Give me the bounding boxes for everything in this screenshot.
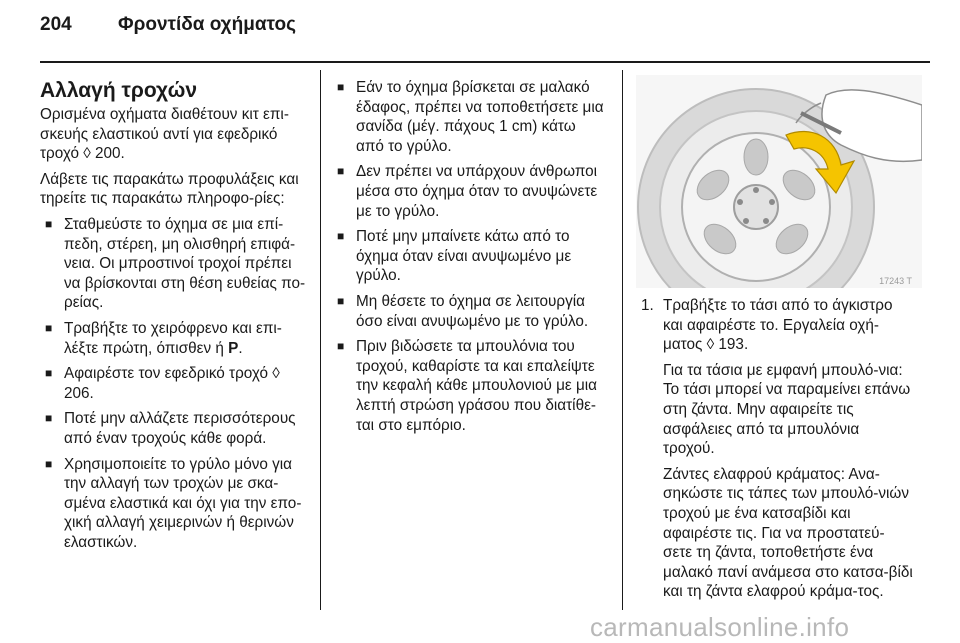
bullet-icon: ■ bbox=[337, 339, 345, 354]
list-item: ■ Τραβήξτε το χειρόφρενο και επι-λέξτε πρώτη, όπισθεν ή P. bbox=[45, 319, 282, 357]
list-item: ■ Αφαιρέστε τον εφεδρικό τροχό ◊ 206. bbox=[45, 365, 280, 402]
bullet-icon: ■ bbox=[337, 164, 345, 179]
precautions-list-continued bbox=[332, 78, 604, 435]
wheel-cover-illustration bbox=[636, 75, 922, 288]
wheel-cover-note: Για τα τάσια με εμφανή μπουλό-νια: Το τάσι μπορεί να παραμείνει επάνω στη ζάντα. Μην αφαιρείτε τις ασφάλειες από τα μπουλόνια τροχού. bbox=[663, 361, 911, 458]
left-column bbox=[40, 78, 312, 558]
column-divider bbox=[622, 70, 623, 610]
header-divider bbox=[40, 61, 930, 63]
page-header bbox=[40, 14, 930, 46]
bullet-icon: ■ bbox=[337, 229, 345, 244]
page-title: Φροντίδα οχήματος bbox=[118, 14, 296, 35]
list-item: ■ Εάν το όχημα βρίσκεται σε μαλακό έδαφος, πρέπει να τοποθετήσετε μια σανίδα (μέγ. πάχους 1 cm) κάτω από το γρύλο. bbox=[337, 79, 604, 155]
bullet-icon: ■ bbox=[337, 80, 345, 94]
wheel-cover-removal-icon bbox=[636, 75, 922, 288]
bullet-icon: ■ bbox=[45, 456, 53, 471]
list-item: ■ Πριν βιδώσετε τα μπουλόνια του τροχού, καθαρίστε τα και επαλείψτε την κεφαλή κάθε μπουλονιού με μια λεπτή στρώση γράσου που διατίθε-ται στο εμπόριο. bbox=[337, 338, 598, 434]
alloy-wheels-note: Ζάντες ελαφρού κράματος: Ανα-σηκώστε τις τάπες των μπουλό-νιών τροχού με ένα κατσαβίδι και αφαιρέστε τις. Για να προστατεύ-σετε τη ζάντα, τοποθετήστε ένα μαλακό πανί ανάμεσα στο κατσα-βίδι και τη ζάντα ελαφρού κράμα-τος. bbox=[663, 465, 913, 601]
step-1 bbox=[641, 296, 913, 602]
figure-code: 17243 T bbox=[879, 276, 912, 286]
bullet-icon: ■ bbox=[45, 366, 53, 381]
bullet-icon: ■ bbox=[45, 216, 53, 231]
list-item: ■ Ποτέ μην μπαίνετε κάτω από το όχημα όταν είναι ανυψωμένο με γρύλο. bbox=[337, 228, 572, 285]
step-text: Τραβήξτε το τάσι από το άγκιστρο και αφαιρέστε το. Εργαλεία οχή-ματος ◊ 193. bbox=[663, 297, 893, 354]
right-column bbox=[641, 296, 913, 608]
middle-column bbox=[332, 78, 604, 441]
precautions-intro: Λάβετε τις παρακάτω προφυλάξεις και τηρείτε τις παρακάτω πληροφο-ρίες: bbox=[40, 170, 299, 208]
bullet-icon: ■ bbox=[45, 320, 53, 335]
column-divider bbox=[320, 70, 321, 610]
list-item: ■ Χρησιμοποιείτε το γρύλο μόνο για την αλλαγή των τροχών με σκα-σμένα ελαστικά και όχι για την επο-χική αλλαγή χειμερινών ή θερινών ελαστικών. bbox=[45, 455, 302, 551]
page-number: 204 bbox=[40, 14, 72, 35]
step-number: 1. bbox=[641, 297, 654, 314]
section-title: Αλλαγή τροχών bbox=[40, 79, 198, 102]
bullet-icon: ■ bbox=[45, 411, 53, 426]
gear-p-label: P bbox=[228, 339, 239, 357]
list-item: ■ Σταθμεύστε το όχημα σε μια επί-πεδη, στέρεη, μη ολισθηρή επιφά-νεια. Οι μπροστινοί τροχοί πρέπει να βρίσκονται στη θέση ευθείας πο-ρείας. bbox=[45, 215, 306, 312]
list-item: ■ Δεν πρέπει να υπάρχουν άνθρωποι μέσα στο όχημα όταν το ανυψώνετε με το γρύλο. bbox=[337, 163, 598, 220]
list-item: ■ Ποτέ μην αλλάζετε περισσότερους από έναν τροχούς κάθε φορά. bbox=[45, 410, 296, 447]
bullet-icon: ■ bbox=[337, 293, 345, 308]
watermark: carmanualsonline.info bbox=[590, 612, 850, 642]
precautions-list bbox=[40, 215, 312, 553]
intro-paragraph: Ορισμένα οχήματα διαθέτουν κιτ επι-σκευής ελαστικού αντί για εφεδρικό τροχό ◊ 200. bbox=[40, 106, 289, 163]
list-item: ■ Μη θέσετε το όχημα σε λειτουργία όσο είναι ανυψωμένο με το γρύλο. bbox=[337, 292, 589, 330]
